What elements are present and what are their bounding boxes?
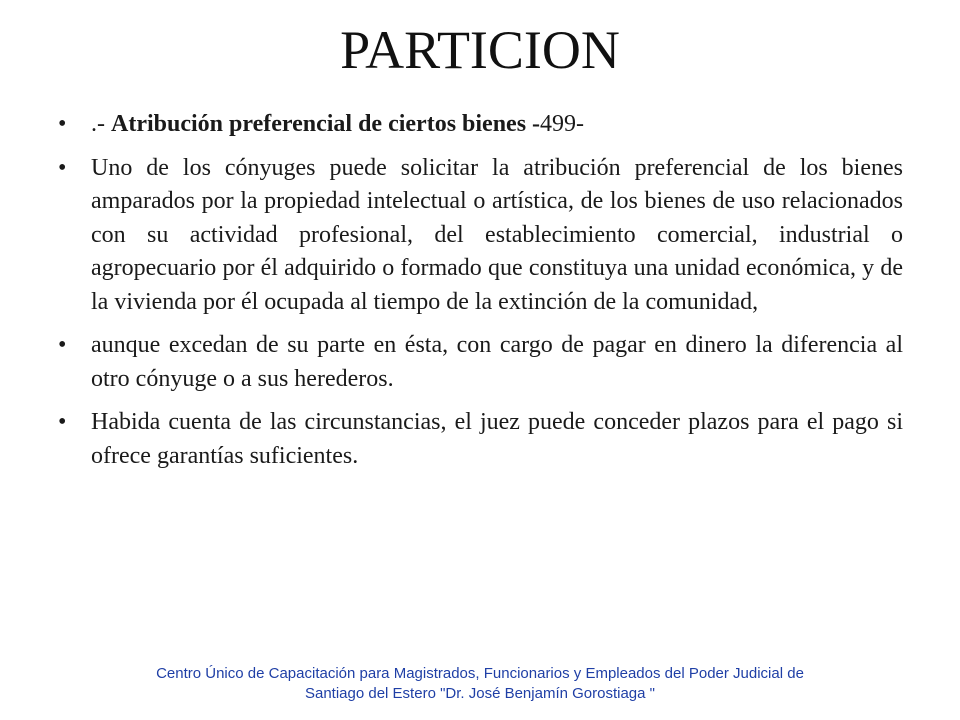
- bullet-item-heading: [58, 108, 903, 142]
- footer-credit: [60, 664, 900, 704]
- heading-prefix: .-: [91, 111, 111, 137]
- bullet-dot-icon: •: [58, 154, 67, 181]
- bullet-item-body: [58, 329, 903, 396]
- bullet-dot-icon: •: [58, 409, 67, 435]
- bullet-dot-icon: •: [58, 111, 67, 137]
- bullet-item-body: [58, 406, 903, 473]
- heading-article-number: 499-: [540, 111, 585, 137]
- bullet-item-body: [58, 152, 903, 320]
- bullet-dot-icon: •: [58, 332, 67, 358]
- footer-line-1: Centro Único de Capacitación para Magistrados, Funcionarios y Empleados del Poder Judicial de: [156, 665, 804, 682]
- bullet-text: aunque excedan de su parte en ésta, con cargo de pagar en dinero la diferencia al otro cónyuge o a sus herederos.: [91, 332, 903, 392]
- bullet-text: Uno de los cónyuges puede solicitar la atribución preferencial de los bienes amparados por la propiedad intelectual o artística, de los bienes de uso relacionados con su actividad profesional, del establecimiento comercial, industrial o agropecuario por él adquirido o formado que constituya una unidad económica, y de la vivienda por él ocupada al tiempo de la extinción de la comunidad,: [91, 154, 903, 315]
- slide-title: PARTICION: [340, 20, 620, 80]
- bullet-text: Habida cuenta de las circunstancias, el juez puede conceder plazos para el pago si ofrece garantías suficientes.: [91, 409, 903, 469]
- bullet-list: [58, 108, 903, 483]
- footer-line-2: Santiago del Estero "Dr. José Benjamín Gorostiaga ": [304, 685, 655, 702]
- heading-bold-text: Atribución preferencial de ciertos bienes -: [111, 111, 541, 137]
